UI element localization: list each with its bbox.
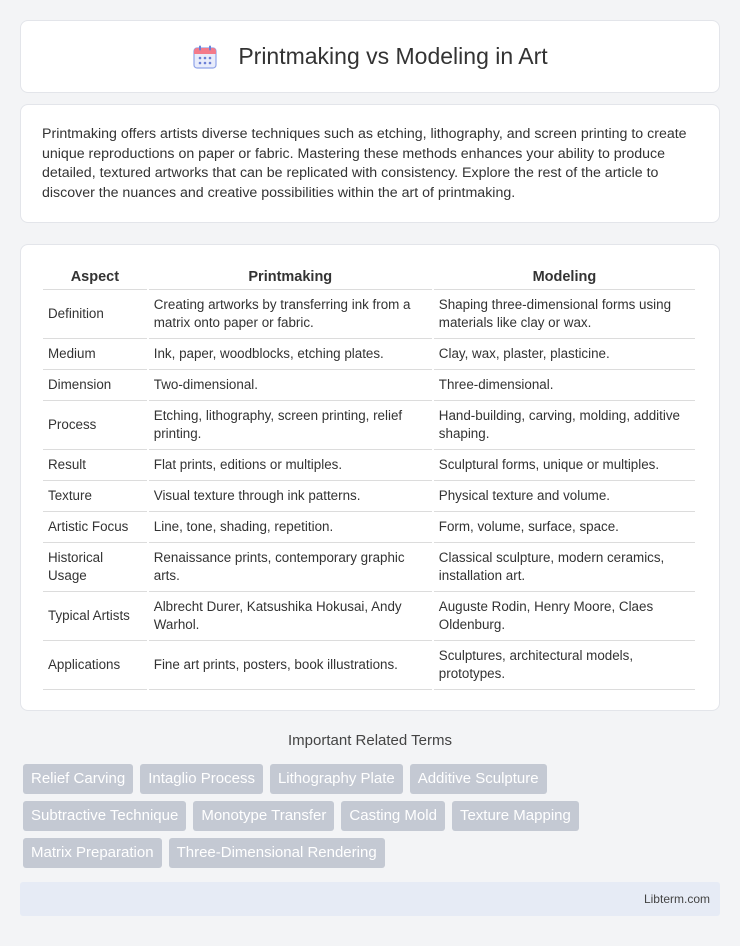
cell-printmaking: Etching, lithography, screen printing, relief printing. xyxy=(149,401,432,450)
related-term-tag[interactable]: Texture Mapping xyxy=(452,801,579,831)
cell-printmaking: Renaissance prints, contemporary graphic arts. xyxy=(149,543,432,592)
page-title: Printmaking vs Modeling in Art xyxy=(238,43,548,69)
table-row xyxy=(43,543,695,592)
cell-printmaking: Two-dimensional. xyxy=(149,370,432,401)
footer-site[interactable]: Libterm.com xyxy=(643,892,710,906)
header-aspect: Aspect xyxy=(43,263,147,290)
cell-aspect: Typical Artists xyxy=(43,592,147,641)
cell-printmaking: Ink, paper, woodblocks, etching plates. xyxy=(149,339,432,370)
related-terms-title: Important Related Terms xyxy=(288,732,452,749)
related-term-tag[interactable]: Lithography Plate xyxy=(270,764,403,794)
calendar-icon xyxy=(192,44,218,70)
table-row xyxy=(43,401,695,450)
intro-card xyxy=(20,104,720,223)
cell-aspect: Definition xyxy=(43,290,147,339)
cell-aspect: Dimension xyxy=(43,370,147,401)
related-term-tag[interactable]: Casting Mold xyxy=(341,801,445,831)
cell-aspect: Texture xyxy=(43,481,147,512)
table-row xyxy=(43,450,695,481)
table-row xyxy=(43,592,695,641)
table-row xyxy=(43,290,695,339)
cell-printmaking: Line, tone, shading, repetition. xyxy=(149,512,432,543)
cell-modeling: Three-dimensional. xyxy=(434,370,695,401)
comparison-table-card xyxy=(20,244,720,711)
cell-aspect: Process xyxy=(43,401,147,450)
related-term-tag[interactable]: Three-Dimensional Rendering xyxy=(169,838,385,868)
cell-modeling: Form, volume, surface, space. xyxy=(434,512,695,543)
table-header-row xyxy=(43,263,695,290)
cell-printmaking: Flat prints, editions or multiples. xyxy=(149,450,432,481)
cell-modeling: Sculptures, architectural models, prototypes. xyxy=(434,641,695,690)
related-term-tag[interactable]: Matrix Preparation xyxy=(23,838,162,868)
comparison-table xyxy=(41,263,697,690)
header-modeling: Modeling xyxy=(434,263,695,290)
cell-printmaking: Creating artworks by transferring ink from a matrix onto paper or fabric. xyxy=(149,290,432,339)
cell-modeling: Sculptural forms, unique or multiples. xyxy=(434,450,695,481)
cell-modeling: Classical sculpture, modern ceramics, installation art. xyxy=(434,543,695,592)
cell-printmaking: Fine art prints, posters, book illustrations. xyxy=(149,641,432,690)
cell-aspect: Historical Usage xyxy=(43,543,147,592)
cell-modeling: Clay, wax, plaster, plasticine. xyxy=(434,339,695,370)
table-row xyxy=(43,512,695,543)
related-term-tag[interactable]: Additive Sculpture xyxy=(410,764,547,794)
related-term-tag[interactable]: Monotype Transfer xyxy=(193,801,334,831)
table-row xyxy=(43,370,695,401)
table-row xyxy=(43,481,695,512)
related-term-tag[interactable]: Subtractive Technique xyxy=(23,801,186,831)
related-term-tag[interactable]: Relief Carving xyxy=(23,764,133,794)
cell-aspect: Artistic Focus xyxy=(43,512,147,543)
table-row xyxy=(43,641,695,690)
cell-modeling: Shaping three-dimensional forms using materials like clay or wax. xyxy=(434,290,695,339)
cell-modeling: Hand-building, carving, molding, additive shaping. xyxy=(434,401,695,450)
footer xyxy=(20,882,720,916)
cell-printmaking: Albrecht Durer, Katsushika Hokusai, Andy Warhol. xyxy=(149,592,432,641)
intro-text: Printmaking offers artists diverse techniques such as etching, lithography, and screen printing to create unique reproductions on paper or fabric. Mastering these methods enhances your ability to produce detailed, textured artworks that can be replicated with consistency. Explore the rest of the article to discover the nuances and creative possibilities within the art of printmaking. xyxy=(42,126,687,201)
cell-modeling: Auguste Rodin, Henry Moore, Claes Oldenburg. xyxy=(434,592,695,641)
related-term-tag[interactable]: Intaglio Process xyxy=(140,764,263,794)
header-printmaking: Printmaking xyxy=(149,263,432,290)
cell-modeling: Physical texture and volume. xyxy=(434,481,695,512)
table-row xyxy=(43,339,695,370)
cell-aspect: Applications xyxy=(43,641,147,690)
cell-aspect: Medium xyxy=(43,339,147,370)
title-card xyxy=(20,20,720,93)
cell-printmaking: Visual texture through ink patterns. xyxy=(149,481,432,512)
cell-aspect: Result xyxy=(43,450,147,481)
related-terms-list xyxy=(23,764,723,875)
